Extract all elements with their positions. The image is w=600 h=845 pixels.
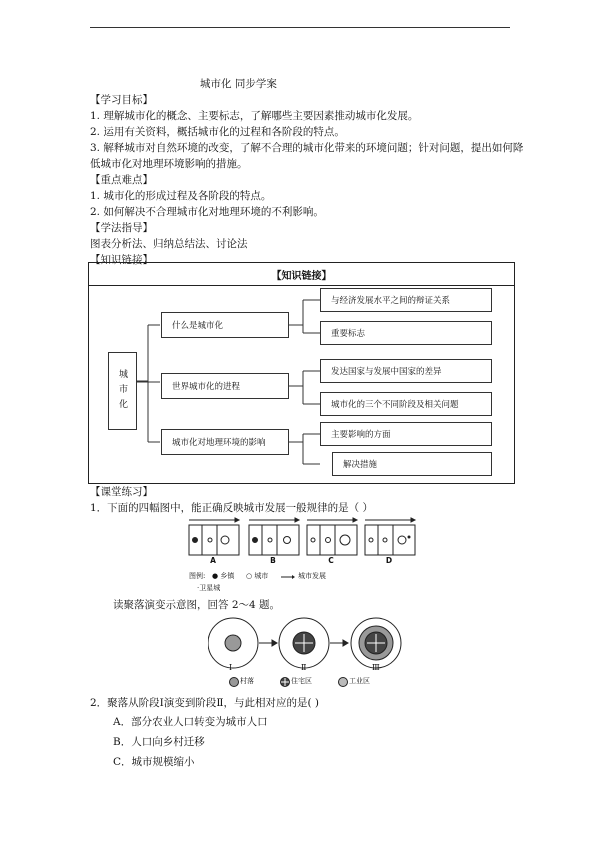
- question-1: 1．下面的四幅图中，能正确反映城市发展一般规律的是（ ）: [90, 502, 374, 514]
- legend-city: ○ 城市: [246, 572, 269, 580]
- method-text: 图表分析法、归纳总结法、讨论法: [90, 238, 248, 250]
- q2-option-a: A．部分农业人口转变为城市人口: [113, 716, 268, 728]
- q2-option-c: C．城市规模缩小: [113, 756, 195, 768]
- child-important-signs: 重要标志: [320, 321, 492, 345]
- objective-2: 2. 运用有关资料，概括城市化的过程和各阶段的特点。: [90, 126, 345, 138]
- legend-arrow-icon: [280, 573, 296, 581]
- objective-3: 3. 解释城市对自然环境的改变，了解不合理的城市化带来的环境问题；针对问题，提出如何降: [90, 142, 524, 154]
- question-2: 2．聚落从阶段Ⅰ演变到阶段Ⅱ，与此相对应的是( ): [90, 697, 319, 709]
- child-three-stages: 城市化的三个不同阶段及相关问题: [320, 392, 492, 416]
- objectives-header: 【学习目标】: [90, 94, 153, 106]
- legend-satellite: ·卫星城: [197, 584, 221, 592]
- page-title: 城市化 同步学案: [200, 78, 277, 90]
- stage-1-label: Ⅰ: [229, 663, 233, 672]
- link-header: 【知识链接】: [90, 254, 153, 266]
- stage-3-label: Ⅲ: [372, 663, 380, 672]
- branch-what-is-urbanization: 什么是城市化: [161, 312, 289, 338]
- q2-option-b: B．人口向乡村迁移: [113, 736, 205, 748]
- child-main-impacts: 主要影响的方面: [320, 422, 492, 446]
- legend-town: ● 乡镇: [212, 572, 235, 580]
- root-node: 城市化: [108, 352, 137, 430]
- option-d-label: D: [385, 556, 393, 565]
- branch-environment-impact: 城市化对地理环境的影响: [161, 429, 289, 455]
- legend-industrial: 工业区: [349, 677, 370, 685]
- knowledge-map-title: 【知识链接】: [89, 263, 514, 286]
- method-header: 【学法指导】: [90, 222, 153, 234]
- child-country-difference: 发达国家与发展中国家的差异: [320, 359, 492, 383]
- branch-world-process: 世界城市化的进程: [161, 373, 289, 399]
- child-economic-relation: 与经济发展水平之间的辩证关系: [320, 288, 492, 312]
- option-a-label: A: [210, 556, 216, 565]
- objective-1: 1. 理解城市化的概念、主要标志，了解哪些主要因素推动城市化发展。: [90, 110, 419, 122]
- key-point-2: 2. 如何解决不合理城市化对地理环境的不利影响。: [90, 206, 324, 218]
- diagram-a: [189, 518, 239, 555]
- read-instruction: 读聚落演变示意图，回答 2～4 题。: [113, 599, 281, 611]
- header-rule: [90, 27, 510, 28]
- legend-village: 村落: [240, 677, 254, 685]
- objective-3-cont: 低城市化对地理环境影响的措施。: [90, 158, 248, 170]
- legend-development: 城市发展: [298, 572, 326, 580]
- child-solutions: 解决措施: [332, 452, 492, 476]
- stage-legend-symbols: [229, 676, 399, 688]
- legend-prefix: 图例:: [189, 572, 206, 580]
- key-header: 【重点难点】: [90, 174, 153, 186]
- legend-residential: 住宅区: [291, 677, 312, 685]
- stage-2-label: Ⅱ: [301, 663, 307, 672]
- practice-header: 【课堂练习】: [90, 486, 153, 498]
- option-b-label: B: [270, 556, 276, 565]
- option-c-label: C: [328, 556, 334, 565]
- key-point-1: 1. 城市化的形成过程及各阶段的特点。: [90, 190, 272, 202]
